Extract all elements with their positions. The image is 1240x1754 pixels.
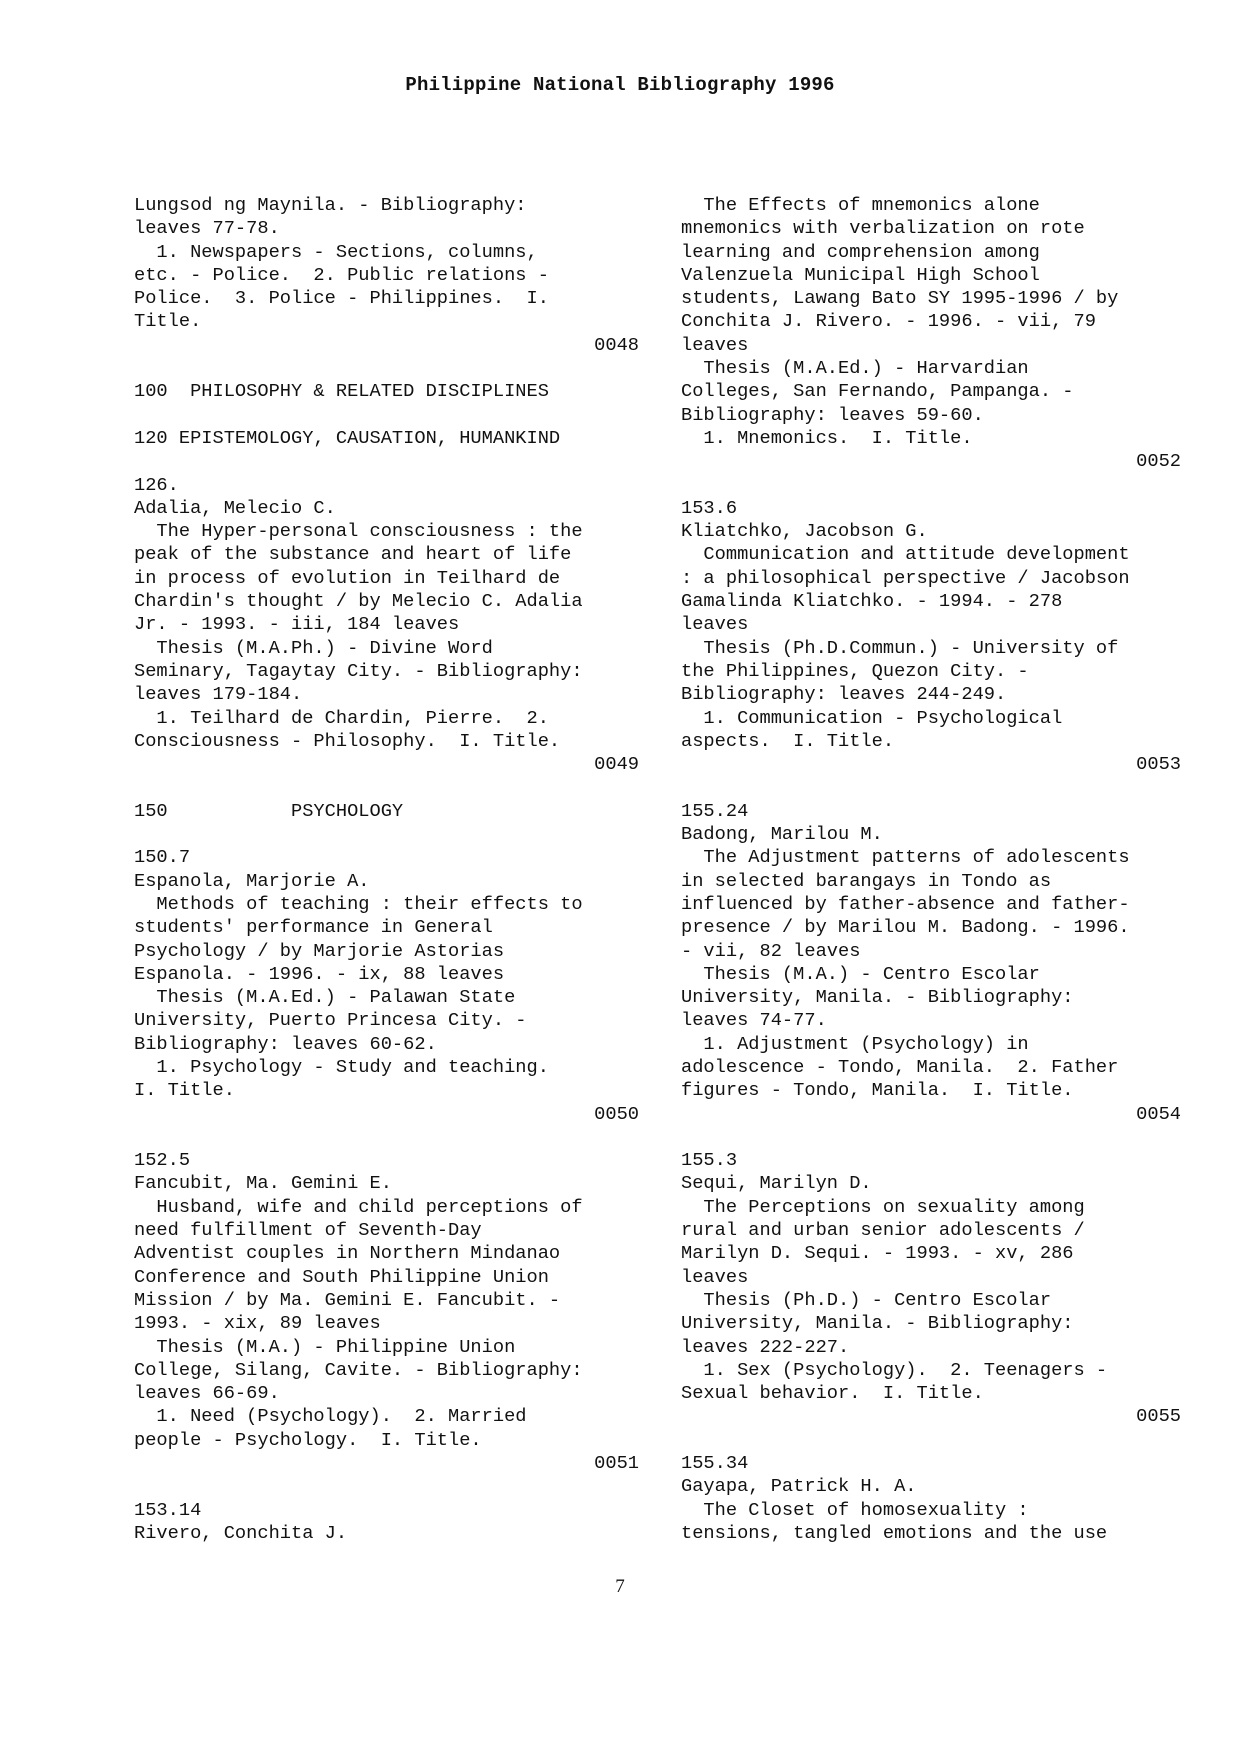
- text-line: Thesis (M.A.) - Centro Escolar: [681, 962, 1040, 985]
- entry-number: 0051: [594, 1452, 639, 1475]
- text-line: Chardin's thought / by Melecio C. Adalia: [134, 590, 583, 613]
- text-line: Communication and attitude development: [681, 543, 1130, 566]
- text-line: Conference and South Philippine Union: [134, 1265, 549, 1288]
- text-line: University, Manila. - Bibliography:: [681, 1312, 1074, 1335]
- text-line: University, Manila. - Bibliography:: [681, 986, 1074, 1009]
- text-line: aspects. I. Title.: [681, 729, 895, 752]
- text-line: Bibliography: leaves 60-62.: [134, 1032, 437, 1055]
- text-line: leaves 74-77.: [681, 1009, 827, 1032]
- text-line: 1. Adjustment (Psychology) in: [681, 1032, 1029, 1055]
- text-line: Seminary, Tagaytay City. - Bibliography:: [134, 659, 583, 682]
- text-line: leaves 222-227.: [681, 1335, 850, 1358]
- blank-line: [134, 823, 639, 846]
- text-line: Conchita J. Rivero. - 1996. - vii, 79: [681, 310, 1096, 333]
- blank-line: [681, 1429, 1181, 1452]
- text-line: 153.6: [681, 496, 738, 519]
- text-line: The Hyper-personal consciousness : the: [134, 520, 583, 543]
- text-line: Rivero, Conchita J.: [134, 1521, 348, 1544]
- text-line: learning and comprehension among: [681, 240, 1040, 263]
- text-line: 1. Need (Psychology). 2. Married: [134, 1405, 527, 1428]
- text-line: Adventist couples in Northern Mindanao: [134, 1242, 561, 1265]
- text-line: Husband, wife and child perceptions of: [134, 1195, 583, 1218]
- page-header-title: Philippine National Bibliography 1996: [405, 74, 835, 96]
- right-column: [681, 194, 1181, 1545]
- text-line: students' performance in General: [134, 916, 493, 939]
- text-line: leaves: [681, 1265, 749, 1288]
- text-line: Colleges, San Fernando, Pampanga. -: [681, 380, 1074, 403]
- text-line: peak of the substance and heart of life: [134, 543, 572, 566]
- text-line: Bibliography: leaves 244-249.: [681, 683, 1007, 706]
- entry-number: 0050: [594, 1102, 639, 1125]
- text-line: Bibliography: leaves 59-60.: [681, 403, 984, 426]
- text-line: adolescence - Tondo, Manila. 2. Father: [681, 1055, 1119, 1078]
- text-line: Jr. - 1993. - iii, 184 leaves: [134, 613, 460, 636]
- text-line: influenced by father-absence and father-: [681, 892, 1130, 915]
- text-line: leaves: [681, 333, 749, 356]
- text-line: The Adjustment patterns of adolescents: [681, 846, 1130, 869]
- text-line: Thesis (Ph.D.Commun.) - University of: [681, 636, 1119, 659]
- text-line: 1993. - xix, 89 leaves: [134, 1312, 381, 1335]
- blank-line: [681, 474, 1181, 497]
- entry-number: 0053: [1136, 753, 1181, 776]
- text-line: presence / by Marilou M. Badong. - 1996.: [681, 916, 1130, 939]
- text-line: rural and urban senior adolescents /: [681, 1219, 1085, 1242]
- text-line: the Philippines, Quezon City. -: [681, 659, 1029, 682]
- text-line: 100 PHILOSOPHY & RELATED DISCIPLINES: [134, 380, 549, 403]
- text-line: Title.: [134, 310, 202, 333]
- text-line: Gayapa, Patrick H. A.: [681, 1475, 917, 1498]
- entry-number: 0048: [594, 333, 639, 356]
- left-column: [134, 194, 639, 1545]
- text-line: Sequi, Marilyn D.: [681, 1172, 872, 1195]
- text-line: students, Lawang Bato SY 1995-1996 / by: [681, 287, 1119, 310]
- text-line: Espanola, Marjorie A.: [134, 869, 370, 892]
- text-line: leaves: [681, 613, 749, 636]
- text-line: need fulfillment of Seventh-Day: [134, 1219, 482, 1242]
- blank-line: [134, 450, 639, 473]
- text-line: Methods of teaching : their effects to: [134, 892, 583, 915]
- text-line: Lungsod ng Maynila. - Bibliography:: [134, 194, 527, 216]
- entry-number: 0052: [1136, 450, 1181, 473]
- text-line: Espanola. - 1996. - ix, 88 leaves: [134, 962, 505, 985]
- text-line: Sexual behavior. I. Title.: [681, 1382, 984, 1405]
- text-line: 152.5: [134, 1149, 191, 1172]
- text-line: 155.24: [681, 799, 749, 822]
- text-line: Thesis (Ph.D.) - Centro Escolar: [681, 1288, 1052, 1311]
- text-line: Police. 3. Police - Philippines. I.: [134, 287, 549, 310]
- text-line: Gamalinda Kliatchko. - 1994. - 278: [681, 590, 1063, 613]
- text-line: Psychology / by Marjorie Astorias: [134, 939, 505, 962]
- text-line: 1. Psychology - Study and teaching.: [134, 1055, 549, 1078]
- entry-number: 0055: [1136, 1405, 1181, 1428]
- page-number: 7: [615, 1576, 625, 1597]
- text-line: The Closet of homosexuality :: [681, 1498, 1029, 1521]
- text-line: leaves 77-78.: [134, 217, 280, 240]
- blank-line: [681, 1126, 1181, 1149]
- text-line: Thesis (M.A.Ed.) - Harvardian: [681, 357, 1029, 380]
- text-line: Fancubit, Ma. Gemini E.: [134, 1172, 392, 1195]
- blank-line: [134, 776, 639, 799]
- blank-line: [134, 357, 639, 380]
- text-line: leaves 66-69.: [134, 1382, 280, 1405]
- text-line: Kliatchko, Jacobson G.: [681, 520, 928, 543]
- text-line: University, Puerto Princesa City. -: [134, 1009, 527, 1032]
- text-line: Mission / by Ma. Gemini E. Fancubit. -: [134, 1288, 561, 1311]
- text-line: tensions, tangled emotions and the use: [681, 1521, 1108, 1544]
- text-line: Adalia, Melecio C.: [134, 496, 336, 519]
- text-line: mnemonics with verbalization on rote: [681, 217, 1085, 240]
- text-line: I. Title.: [134, 1079, 235, 1102]
- entry-number: 0049: [594, 753, 639, 776]
- text-line: 1. Communication - Psychological: [681, 706, 1063, 729]
- text-line: - vii, 82 leaves: [681, 939, 861, 962]
- text-line: Marilyn D. Sequi. - 1993. - xv, 286: [681, 1242, 1074, 1265]
- text-line: 155.3: [681, 1149, 738, 1172]
- text-line: Valenzuela Municipal High School: [681, 263, 1040, 286]
- text-line: The Effects of mnemonics alone: [681, 194, 1040, 216]
- text-line: 126.: [134, 473, 179, 496]
- text-line: in selected barangays in Tondo as: [681, 869, 1052, 892]
- text-line: 1. Teilhard de Chardin, Pierre. 2.: [134, 706, 549, 729]
- text-line: 150.7: [134, 846, 191, 869]
- text-line: figures - Tondo, Manila. I. Title.: [681, 1079, 1074, 1102]
- text-line: Badong, Marilou M.: [681, 823, 883, 846]
- text-line: 150 PSYCHOLOGY: [134, 799, 404, 822]
- text-line: 120 EPISTEMOLOGY, CAUSATION, HUMANKIND: [134, 426, 561, 449]
- text-line: leaves 179-184.: [134, 683, 303, 706]
- entry-number: 0054: [1136, 1102, 1181, 1125]
- blank-line: [134, 404, 639, 427]
- text-line: Thesis (M.A.Ph.) - Divine Word: [134, 636, 493, 659]
- text-line: 1. Mnemonics. I. Title.: [681, 426, 973, 449]
- text-line: Thesis (M.A.Ed.) - Palawan State: [134, 986, 516, 1009]
- text-line: 153.14: [134, 1498, 202, 1521]
- text-line: : a philosophical perspective / Jacobson: [681, 566, 1130, 589]
- text-line: Thesis (M.A.) - Philippine Union: [134, 1335, 516, 1358]
- text-line: 155.34: [681, 1452, 749, 1475]
- text-line: 1. Newspapers - Sections, columns,: [134, 240, 538, 263]
- text-line: The Perceptions on sexuality among: [681, 1195, 1085, 1218]
- blank-line: [134, 1126, 639, 1149]
- blank-line: [681, 776, 1181, 799]
- text-line: people - Psychology. I. Title.: [134, 1428, 482, 1451]
- blank-line: [134, 1475, 639, 1498]
- text-line: Consciousness - Philosophy. I. Title.: [134, 729, 561, 752]
- text-line: etc. - Police. 2. Public relations -: [134, 263, 549, 286]
- text-line: 1. Sex (Psychology). 2. Teenagers -: [681, 1358, 1108, 1381]
- text-line: College, Silang, Cavite. - Bibliography:: [134, 1358, 583, 1381]
- text-line: in process of evolution in Teilhard de: [134, 566, 561, 589]
